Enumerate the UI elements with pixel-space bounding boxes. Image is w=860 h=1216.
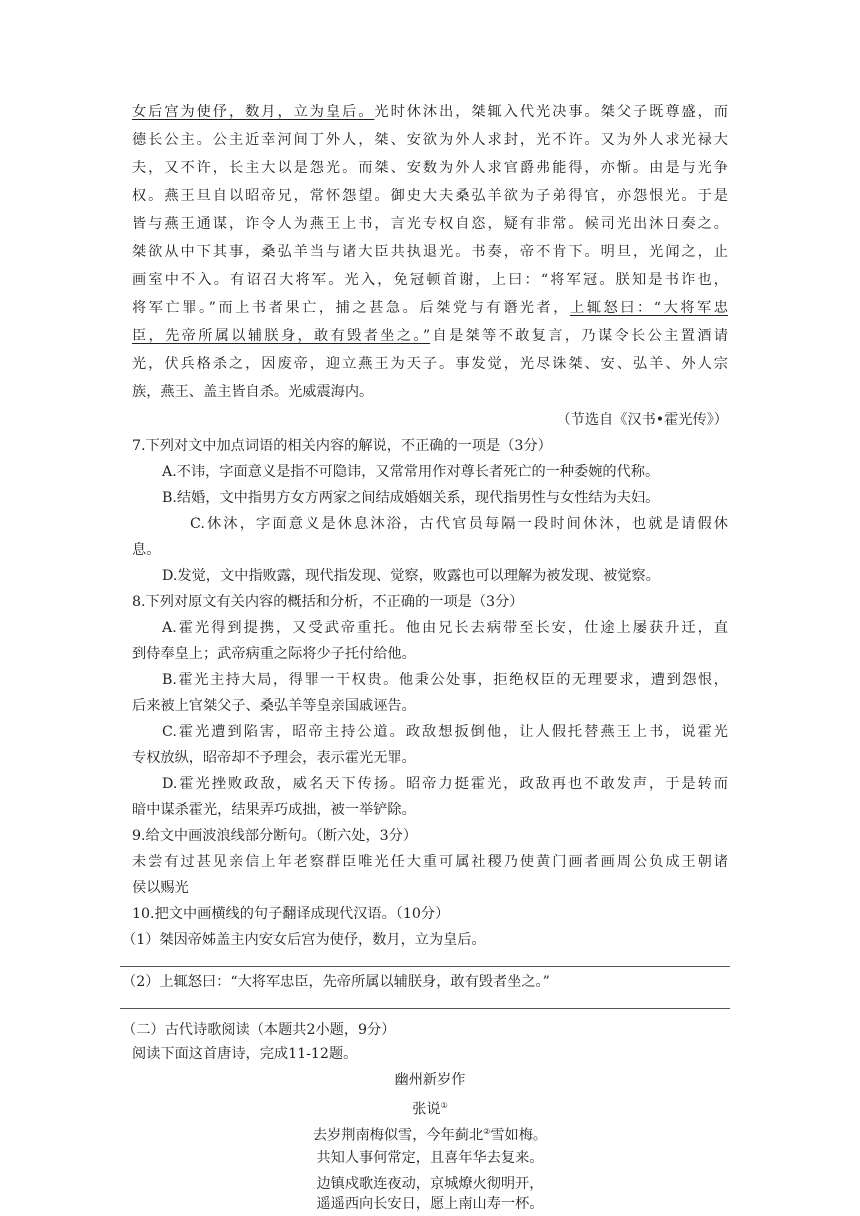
q8-option-d: D.霍光挫败政敌，威名天下传扬。昭帝力挺霍光，政敌再也不敢发声，于是转而	[162, 776, 728, 792]
q8-option-b-cont: 后来被上官桀父子、桑弘羊等皇亲国戚诬告。	[132, 698, 416, 714]
q7-option-c: C.休沐，字面意义是休息沐浴，古代官员每隔一段时间休沐，也就是请假休	[190, 516, 728, 532]
q9-stem: 9.给文中画波浪线部分断句。（断六处，3分）	[132, 828, 418, 844]
q7-option-b: B.结婚，文中指男方女方两家之间结成婚姻关系，现代指男性与女性结为夫妇。	[162, 490, 660, 506]
underlined-sentence-1-end: 女后宫为使伃，数月，立为皇后。	[132, 104, 375, 120]
q8-option-a: A.霍光得到提携，又受武帝重托。他由兄长去病带至长安，仕途上屡获升迁，直	[162, 620, 728, 636]
passage-line-10: 光，伏兵格杀之，因废帝，迎立燕王为天子。事发觉，光尽诛桀、安、弘羊、外人宗	[132, 356, 728, 372]
q10-stem: 10.把文中画横线的句子翻译成现代汉语。（10分）	[132, 906, 450, 922]
answer-line-1	[120, 966, 730, 967]
poem-line-4: 遥遥西向长安日，愿上南山寿一杯。	[316, 1196, 544, 1212]
poem-author-name: 张说	[412, 1101, 441, 1118]
poem-line-1	[0, 1122, 860, 1146]
q8-option-c-cont: 专权放纵，昭帝却不予理会，表示霍光无罪。	[132, 750, 416, 766]
passage-line-8	[132, 298, 728, 318]
q8-stem: 8.下列对原文有关内容的概括和分析，不正确的一项是（3分）	[132, 594, 524, 610]
section-2-instruction: 阅读下面这首唐诗，完成11-12题。	[132, 1046, 358, 1062]
underlined-sentence-2-end: 臣，先帝所属以辅朕身，敢有毁者坐之。”	[132, 328, 431, 344]
q10-sentence-1: （1）桀因帝姊盖主内安女后宫为使伃，数月，立为皇后。	[122, 932, 486, 948]
passage-line-4: 权。燕王旦自以昭帝兄，常怀怨望。御史大夫桑弘羊欲为子弟得官，亦怨恨光。于是	[132, 188, 728, 204]
answer-line-2	[120, 1008, 730, 1009]
q8-option-c: C.霍光遭到陷害，昭帝主持公道。政敌想扳倒他，让人假托替燕王上书，说霍光	[162, 724, 728, 740]
passage-source: （节选自《汉书•霍光传》）	[556, 412, 728, 428]
passage-line-1	[132, 102, 728, 122]
passage-line-11: 族，燕王、盖主皆自杀。光威震海内。	[132, 384, 374, 400]
passage-text: 自是桀等不敢复言，乃谋令长公主置酒请	[430, 328, 728, 344]
passage-text: 将军亡罪。”而上书者果亡，捕之甚急。后桀党与有谮光者，	[132, 300, 571, 316]
q8-option-a-cont: 到侍奉皇上；武帝病重之际将少子托付给他。	[132, 646, 416, 662]
underlined-sentence-2-start: 上辄怒曰：“大将军忠	[570, 300, 728, 316]
q7-option-c-cont: 息。	[132, 542, 161, 558]
poem-text: 雪如梅。	[490, 1127, 548, 1144]
footnote-marker: ①	[440, 1101, 448, 1110]
poem-title: 幽州新岁作	[394, 1072, 466, 1088]
q10-sentence-2: （2）上辄怒曰：“大将军忠臣，先帝所属以辅朕身，敢有毁者坐之。”	[122, 974, 550, 990]
poem-line-2: 共知人事何常定，且喜年华去复来。	[316, 1150, 544, 1166]
q8-option-b: B.霍光主持大局，得罪一干权贵。他秉公处事，拒绝权臣的无理要求，遭到怨恨，	[162, 672, 728, 688]
q9-text-cont: 侯以赐光	[132, 880, 189, 896]
q7-option-d: D.发觉，文中指败露，现代指发现、觉察，败露也可以理解为被发现、被觉察。	[162, 568, 660, 584]
passage-line-5: 皆与燕王通谋，诈令人为燕王上书，言光专权自恣，疑有非常。候司光出沐日奏之。	[132, 216, 728, 232]
passage-line-3: 夫，又不许，长主大以是怨光。而桀、安数为外人求官爵弗能得，亦惭。由是与光争	[132, 160, 728, 176]
poem-author	[0, 1096, 860, 1120]
poem-line-3: 边镇戍歌连夜动，京城燎火彻明开，	[316, 1176, 544, 1192]
passage-line-7: 画室中不入。有诏召大将军。光入，免冠顿首谢，上曰：“将军冠。朕知是书诈也，	[132, 272, 728, 288]
section-2-title: （二）古代诗歌阅读（本题共2小题，9分）	[122, 1022, 396, 1038]
passage-line-6: 桀欲从中下其事，桑弘羊当与诸大臣共执退光。书奏，帝不肯下。明旦，光闻之，止	[132, 244, 728, 260]
q7-stem: 7.下列对文中加点词语的相关内容的解说，不正确的一项是（3分）	[132, 438, 552, 454]
passage-text: 光时休沐出，桀辄入代光决事。桀父子既尊盛，而	[374, 104, 728, 120]
q8-option-d-cont: 暗中谋杀霍光，结果弄巧成拙，被一举铲除。	[132, 802, 416, 818]
passage-line-2: 德长公主。公主近幸河间丁外人，桀、安欲为外人求封，光不许。又为外人求光禄大	[132, 132, 728, 148]
passage-line-9	[132, 326, 728, 346]
q9-text: 未尝有过甚见亲信上年老察群臣唯光任大重可属社稷乃使黄门画者画周公负成王朝诸	[132, 854, 728, 870]
footnote-marker: ②	[483, 1127, 491, 1136]
q7-option-a: A.不讳，字面意义是指不可隐讳，又常常用作对尊长者死亡的一种委婉的代称。	[162, 464, 660, 480]
poem-text: 去岁荆南梅似雪，今年蓟北	[312, 1127, 484, 1144]
